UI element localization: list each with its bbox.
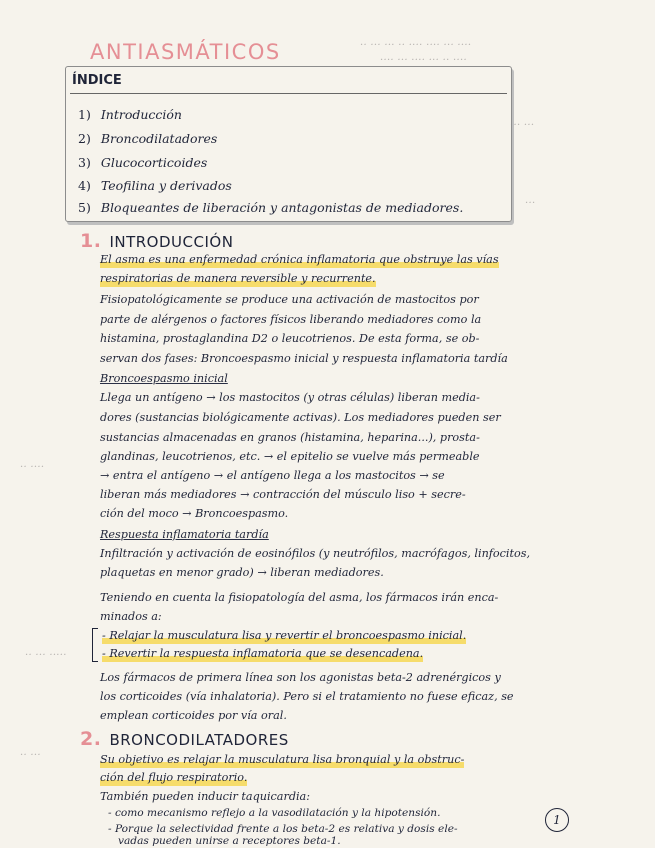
text-line: Los fármacos de primera línea son los agonistas beta-2 adrenérgicos y xyxy=(100,671,501,684)
index-item: 3) Glucocorticoides xyxy=(78,155,208,170)
text-line: emplean corticoides por vía oral. xyxy=(100,709,287,722)
text-line: minados a: xyxy=(100,610,162,623)
text-line: plaquetas en menor grado) → liberan mediadores. xyxy=(100,566,384,579)
bleed-through-text: ·· ···· xyxy=(20,462,45,473)
bleed-through-text: ·· ··· ····· xyxy=(25,650,67,661)
index-heading: ÍNDICE xyxy=(72,73,122,88)
text-line: Su objetivo es relajar la musculatura lisa bronquial y la obstruc- xyxy=(100,753,465,766)
text-line: liberan más mediadores → contracción del músculo liso + secre- xyxy=(100,488,466,501)
text-line: ción del moco → Broncoespasmo. xyxy=(100,507,289,520)
subheading: Broncoespasmo inicial xyxy=(100,372,228,385)
bleed-through-text: ···· ··· ···· ··· ·· ···· xyxy=(380,55,467,66)
bleed-through-text: ··· ··· xyxy=(510,120,535,131)
text-line: Infiltración y activación de eosinófilos (y neutrófilos, macrófagos, linfocitos, xyxy=(100,547,531,560)
text-line: respiratorias de manera reversible y recurrente. xyxy=(100,272,376,285)
subheading: Respuesta inflamatoria tardía xyxy=(100,528,269,541)
section-heading-introduccion: 1. INTRODUCCIÓN xyxy=(80,230,234,252)
index-item: 5) Bloqueantes de liberación y antagonistas de mediadores. xyxy=(78,200,464,215)
page-title: ANTIASMÁTICOS xyxy=(90,40,281,64)
text-line: histamina, prostaglandina D2 o leucotrienos. De esta forma, se ob- xyxy=(100,332,480,345)
text-line: los corticoides (vía inhalatoria). Pero si el tratamiento no fuese eficaz, se xyxy=(100,690,514,703)
page-number: 1 xyxy=(545,808,569,832)
text-line: dores (sustancias biológicamente activas). Los mediadores pueden ser xyxy=(100,411,501,424)
list-item: - Revertir la respuesta inflamatoria que se desencadena. xyxy=(102,647,424,660)
bleed-through-text: ·· ··· xyxy=(20,750,41,761)
text-line: → entra el antígeno → el antígeno llega a los mastocitos → se xyxy=(100,469,445,482)
list-item: - como mecanismo reflejo a la vasodilatación y la hipotensión. xyxy=(108,807,441,819)
bleed-through-text: ·· ··· ··· ·· ···· ···· ··· ···· xyxy=(360,40,472,51)
section-heading-broncodilatadores: 2. BRONCODILATADORES xyxy=(80,728,289,750)
text-line: Fisiopatológicamente se produce una activación de mastocitos por xyxy=(100,293,479,306)
text-line: sustancias almacenadas en granos (histamina, heparina...), prosta- xyxy=(100,431,480,444)
index-box xyxy=(65,66,512,222)
list-item: vadas pueden unirse a receptores beta-1. xyxy=(118,835,341,847)
list-item: - Porque la selectividad frente a los beta-2 es relativa y dosis ele- xyxy=(108,823,458,835)
index-divider xyxy=(70,93,507,94)
text-line: parte de alérgenos o factores físicos liberando mediadores como la xyxy=(100,313,482,326)
text-line: glandinas, leucotrienos, etc. → el epitelio se vuelve más permeable xyxy=(100,450,480,463)
index-item: 2) Broncodilatadores xyxy=(78,131,218,146)
text-line: servan dos fases: Broncoespasmo inicial y respuesta inflamatoria tardía xyxy=(100,352,508,365)
index-item: 4) Teofilina y derivados xyxy=(78,178,232,193)
text-line: También pueden inducir taquicardia: xyxy=(100,790,310,803)
text-line: ción del flujo respiratorio. xyxy=(100,771,248,784)
list-item: - Relajar la musculatura lisa y revertir el broncoespasmo inicial. xyxy=(102,629,467,642)
index-item: 1) Introducción xyxy=(78,107,182,122)
bleed-through-text: ··· xyxy=(525,198,536,209)
text-line: Llega un antígeno → los mastocitos (y otras células) liberan media- xyxy=(100,391,480,404)
text-line: Teniendo en cuenta la fisiopatología del asma, los fármacos irán enca- xyxy=(100,591,499,604)
bracket-mark xyxy=(92,628,98,662)
text-line: El asma es una enfermedad crónica inflamatoria que obstruye las vías xyxy=(100,253,499,266)
